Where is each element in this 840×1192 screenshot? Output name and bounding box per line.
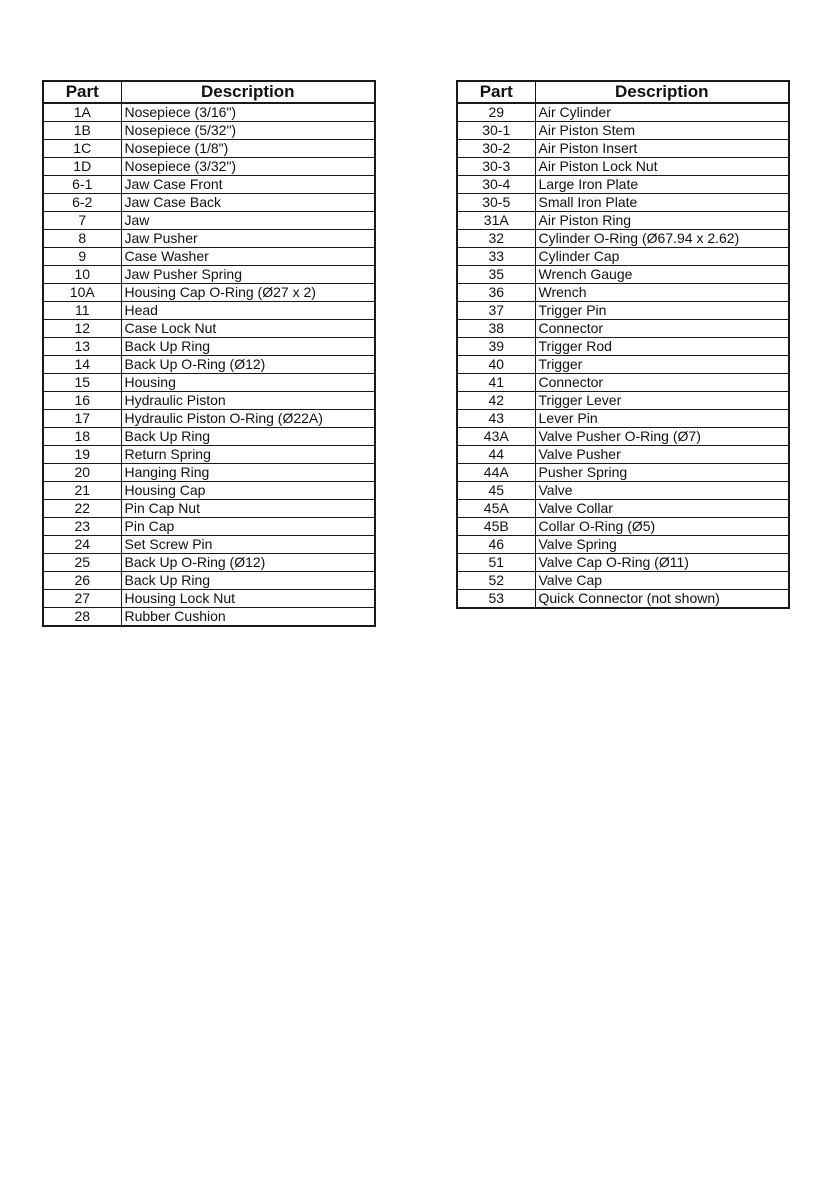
table-row bbox=[457, 536, 789, 554]
part-number-cell: 1B bbox=[43, 122, 121, 140]
table-row bbox=[43, 338, 375, 356]
table-row bbox=[457, 500, 789, 518]
table-row bbox=[43, 176, 375, 194]
table-row bbox=[457, 590, 789, 609]
part-number-cell: 1D bbox=[43, 158, 121, 176]
part-number-cell: 30-5 bbox=[457, 194, 535, 212]
part-number-cell: 17 bbox=[43, 410, 121, 428]
part-description-cell: Hanging Ring bbox=[121, 464, 375, 482]
part-description-cell: Nosepiece (5/32") bbox=[121, 122, 375, 140]
table-row bbox=[43, 500, 375, 518]
part-description-cell: Air Piston Insert bbox=[535, 140, 789, 158]
table-row bbox=[43, 536, 375, 554]
part-description-cell: Jaw bbox=[121, 212, 375, 230]
part-number-cell: 35 bbox=[457, 266, 535, 284]
table-row bbox=[457, 266, 789, 284]
part-number-cell: 44 bbox=[457, 446, 535, 464]
part-description-cell: Valve Spring bbox=[535, 536, 789, 554]
part-number-cell: 8 bbox=[43, 230, 121, 248]
table-row bbox=[457, 284, 789, 302]
part-description-cell: Small Iron Plate bbox=[535, 194, 789, 212]
part-number-cell: 37 bbox=[457, 302, 535, 320]
part-number-cell: 45B bbox=[457, 518, 535, 536]
part-number-cell: 6-2 bbox=[43, 194, 121, 212]
part-description-cell: Valve bbox=[535, 482, 789, 500]
part-number-cell: 9 bbox=[43, 248, 121, 266]
table-row bbox=[457, 248, 789, 266]
table-row bbox=[457, 212, 789, 230]
part-number-cell: 51 bbox=[457, 554, 535, 572]
table-row bbox=[457, 140, 789, 158]
part-description-cell: Pusher Spring bbox=[535, 464, 789, 482]
part-description-cell: Housing bbox=[121, 374, 375, 392]
part-description-cell: Cylinder O-Ring (Ø67.94 x 2.62) bbox=[535, 230, 789, 248]
part-description-cell: Valve Collar bbox=[535, 500, 789, 518]
table-row bbox=[457, 103, 789, 122]
part-column-header: Part bbox=[457, 81, 535, 103]
part-description-cell: Trigger Pin bbox=[535, 302, 789, 320]
part-number-cell: 32 bbox=[457, 230, 535, 248]
part-description-cell: Nosepiece (3/32") bbox=[121, 158, 375, 176]
table-row bbox=[43, 302, 375, 320]
part-description-cell: Nosepiece (1/8") bbox=[121, 140, 375, 158]
table-header-row bbox=[457, 81, 789, 103]
part-number-cell: 25 bbox=[43, 554, 121, 572]
table-row bbox=[43, 428, 375, 446]
table-row bbox=[457, 230, 789, 248]
part-description-cell: Air Piston Ring bbox=[535, 212, 789, 230]
table-row bbox=[457, 518, 789, 536]
parts-table-left bbox=[42, 80, 376, 627]
part-description-cell: Nosepiece (3/16") bbox=[121, 103, 375, 122]
part-number-cell: 46 bbox=[457, 536, 535, 554]
table-row bbox=[43, 194, 375, 212]
part-description-cell: Trigger bbox=[535, 356, 789, 374]
part-description-cell: Jaw Case Front bbox=[121, 176, 375, 194]
part-number-cell: 10A bbox=[43, 284, 121, 302]
part-number-cell: 21 bbox=[43, 482, 121, 500]
part-description-cell: Air Piston Lock Nut bbox=[535, 158, 789, 176]
part-description-cell: Collar O-Ring (Ø5) bbox=[535, 518, 789, 536]
part-number-cell: 10 bbox=[43, 266, 121, 284]
parts-table-left-body bbox=[43, 103, 375, 626]
part-number-cell: 38 bbox=[457, 320, 535, 338]
part-description-cell: Wrench bbox=[535, 284, 789, 302]
part-description-cell: Housing Cap bbox=[121, 482, 375, 500]
part-number-cell: 27 bbox=[43, 590, 121, 608]
table-row bbox=[43, 392, 375, 410]
part-number-cell: 30-2 bbox=[457, 140, 535, 158]
table-row bbox=[457, 464, 789, 482]
part-description-cell: Back Up O-Ring (Ø12) bbox=[121, 356, 375, 374]
table-row bbox=[457, 392, 789, 410]
part-description-cell: Hydraulic Piston bbox=[121, 392, 375, 410]
part-description-cell: Lever Pin bbox=[535, 410, 789, 428]
table-row bbox=[457, 410, 789, 428]
part-number-cell: 30-3 bbox=[457, 158, 535, 176]
part-number-cell: 33 bbox=[457, 248, 535, 266]
part-number-cell: 18 bbox=[43, 428, 121, 446]
table-row bbox=[43, 410, 375, 428]
table-row bbox=[43, 518, 375, 536]
part-number-cell: 16 bbox=[43, 392, 121, 410]
part-description-cell: Jaw Pusher bbox=[121, 230, 375, 248]
part-number-cell: 26 bbox=[43, 572, 121, 590]
table-row bbox=[43, 158, 375, 176]
part-number-cell: 15 bbox=[43, 374, 121, 392]
part-description-cell: Jaw Case Back bbox=[121, 194, 375, 212]
part-description-cell: Case Lock Nut bbox=[121, 320, 375, 338]
part-number-cell: 52 bbox=[457, 572, 535, 590]
table-row bbox=[43, 122, 375, 140]
part-description-cell: Valve Pusher O-Ring (Ø7) bbox=[535, 428, 789, 446]
table-row bbox=[43, 103, 375, 122]
part-description-cell: Air Cylinder bbox=[535, 103, 789, 122]
part-description-cell: Large Iron Plate bbox=[535, 176, 789, 194]
part-description-cell: Set Screw Pin bbox=[121, 536, 375, 554]
table-row bbox=[43, 554, 375, 572]
part-number-cell: 13 bbox=[43, 338, 121, 356]
table-row bbox=[43, 464, 375, 482]
part-description-cell: Wrench Gauge bbox=[535, 266, 789, 284]
part-number-cell: 36 bbox=[457, 284, 535, 302]
table-row bbox=[457, 176, 789, 194]
table-row bbox=[43, 212, 375, 230]
part-number-cell: 12 bbox=[43, 320, 121, 338]
table-row bbox=[457, 446, 789, 464]
parts-table-right bbox=[456, 80, 790, 609]
table-row bbox=[457, 194, 789, 212]
table-row bbox=[457, 122, 789, 140]
part-number-cell: 43 bbox=[457, 410, 535, 428]
table-row bbox=[43, 140, 375, 158]
part-description-cell: Connector bbox=[535, 320, 789, 338]
table-row bbox=[43, 284, 375, 302]
part-number-cell: 7 bbox=[43, 212, 121, 230]
part-number-cell: 23 bbox=[43, 518, 121, 536]
part-number-cell: 45A bbox=[457, 500, 535, 518]
part-description-cell: Connector bbox=[535, 374, 789, 392]
part-description-cell: Valve Cap O-Ring (Ø11) bbox=[535, 554, 789, 572]
part-description-cell: Back Up Ring bbox=[121, 428, 375, 446]
table-row bbox=[43, 248, 375, 266]
part-description-cell: Hydraulic Piston O-Ring (Ø22A) bbox=[121, 410, 375, 428]
part-number-cell: 14 bbox=[43, 356, 121, 374]
part-description-cell: Housing Lock Nut bbox=[121, 590, 375, 608]
part-description-cell: Trigger Lever bbox=[535, 392, 789, 410]
table-row bbox=[43, 374, 375, 392]
table-row bbox=[457, 428, 789, 446]
part-description-cell: Back Up Ring bbox=[121, 572, 375, 590]
part-number-cell: 1A bbox=[43, 103, 121, 122]
part-description-cell: Trigger Rod bbox=[535, 338, 789, 356]
part-number-cell: 53 bbox=[457, 590, 535, 609]
part-description-cell: Valve Cap bbox=[535, 572, 789, 590]
table-row bbox=[43, 446, 375, 464]
part-description-cell: Pin Cap bbox=[121, 518, 375, 536]
part-number-cell: 11 bbox=[43, 302, 121, 320]
table-row bbox=[43, 356, 375, 374]
part-number-cell: 31A bbox=[457, 212, 535, 230]
table-row bbox=[457, 572, 789, 590]
part-description-cell: Head bbox=[121, 302, 375, 320]
table-row bbox=[43, 266, 375, 284]
table-row bbox=[43, 590, 375, 608]
table-row bbox=[457, 302, 789, 320]
part-description-cell: Pin Cap Nut bbox=[121, 500, 375, 518]
part-number-cell: 30-1 bbox=[457, 122, 535, 140]
part-number-cell: 19 bbox=[43, 446, 121, 464]
table-header-row bbox=[43, 81, 375, 103]
part-number-cell: 29 bbox=[457, 103, 535, 122]
table-row bbox=[43, 482, 375, 500]
part-description-cell: Valve Pusher bbox=[535, 446, 789, 464]
part-number-cell: 43A bbox=[457, 428, 535, 446]
parts-table-right-body bbox=[457, 103, 789, 608]
part-description-cell: Housing Cap O-Ring (Ø27 x 2) bbox=[121, 284, 375, 302]
part-number-cell: 39 bbox=[457, 338, 535, 356]
part-description-cell: Quick Connector (not shown) bbox=[535, 590, 789, 609]
table-row bbox=[43, 608, 375, 627]
part-description-cell: Back Up Ring bbox=[121, 338, 375, 356]
table-row bbox=[457, 320, 789, 338]
part-description-cell: Rubber Cushion bbox=[121, 608, 375, 627]
part-description-cell: Jaw Pusher Spring bbox=[121, 266, 375, 284]
part-column-header: Part bbox=[43, 81, 121, 103]
part-number-cell: 45 bbox=[457, 482, 535, 500]
part-number-cell: 1C bbox=[43, 140, 121, 158]
part-number-cell: 40 bbox=[457, 356, 535, 374]
part-description-cell: Cylinder Cap bbox=[535, 248, 789, 266]
part-number-cell: 24 bbox=[43, 536, 121, 554]
part-description-cell: Air Piston Stem bbox=[535, 122, 789, 140]
part-number-cell: 20 bbox=[43, 464, 121, 482]
part-description-cell: Case Washer bbox=[121, 248, 375, 266]
part-description-cell: Back Up O-Ring (Ø12) bbox=[121, 554, 375, 572]
table-row bbox=[457, 356, 789, 374]
part-number-cell: 42 bbox=[457, 392, 535, 410]
part-number-cell: 44A bbox=[457, 464, 535, 482]
part-number-cell: 6-1 bbox=[43, 176, 121, 194]
table-row bbox=[457, 158, 789, 176]
table-row bbox=[457, 338, 789, 356]
part-number-cell: 28 bbox=[43, 608, 121, 627]
table-row bbox=[457, 482, 789, 500]
description-column-header: Description bbox=[535, 81, 789, 103]
table-row bbox=[43, 320, 375, 338]
table-row bbox=[457, 374, 789, 392]
part-number-cell: 41 bbox=[457, 374, 535, 392]
part-description-cell: Return Spring bbox=[121, 446, 375, 464]
table-row bbox=[457, 554, 789, 572]
table-row bbox=[43, 572, 375, 590]
part-number-cell: 22 bbox=[43, 500, 121, 518]
part-number-cell: 30-4 bbox=[457, 176, 535, 194]
table-row bbox=[43, 230, 375, 248]
description-column-header: Description bbox=[121, 81, 375, 103]
